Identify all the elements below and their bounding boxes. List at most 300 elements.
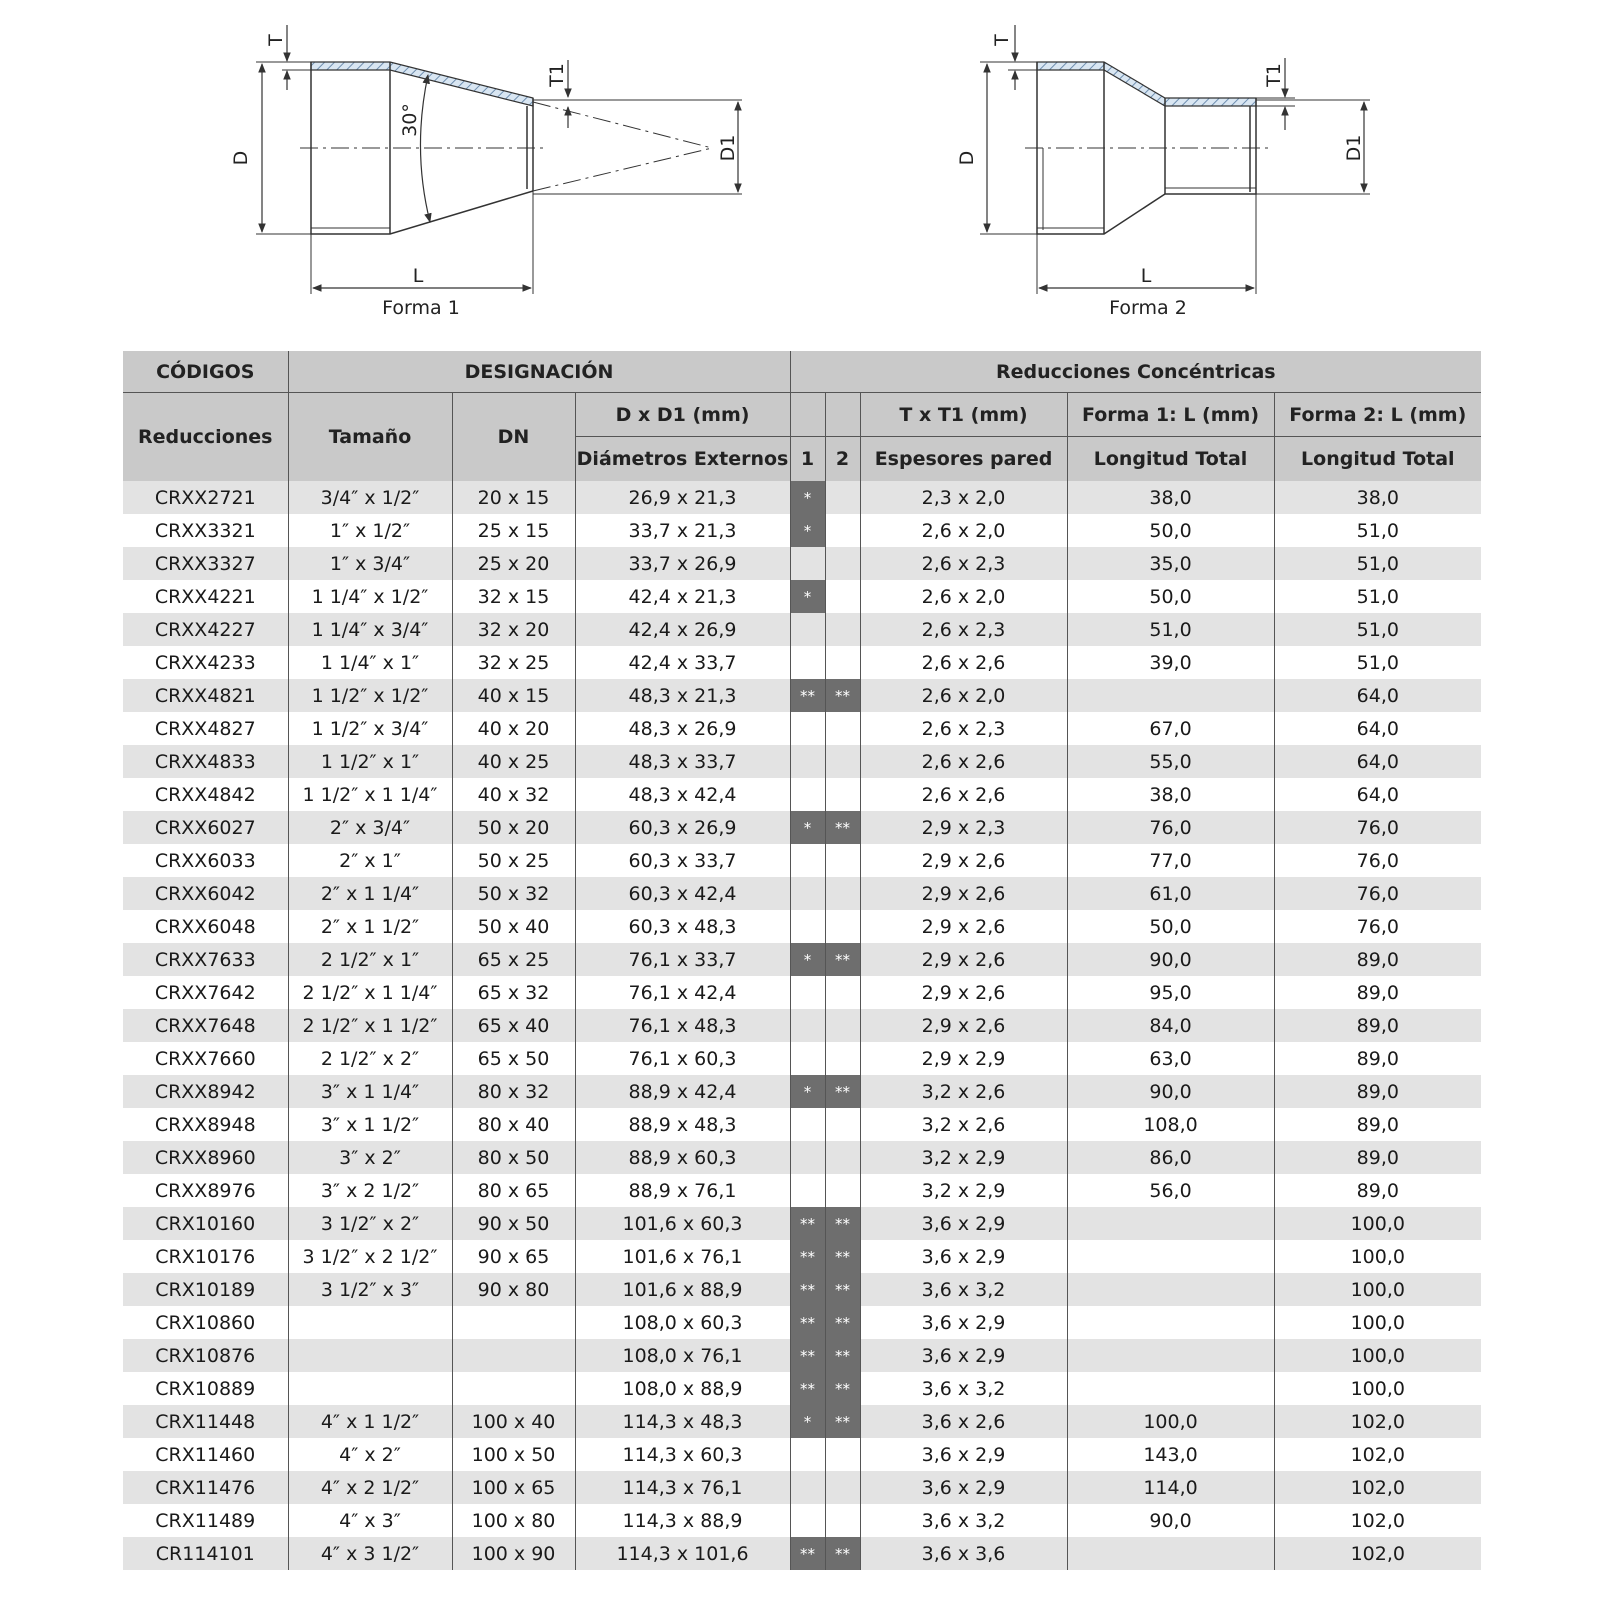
header-blank-1 (790, 393, 825, 437)
cell-dn: 20 x 15 (452, 481, 575, 514)
cell-mark-1: * (790, 1075, 825, 1108)
forma1-diagram (256, 25, 742, 294)
forma1-label-d: D (230, 150, 252, 166)
cell-wall-thickness: 3,6 x 2,9 (860, 1339, 1067, 1372)
cell-forma2-length: 89,0 (1274, 1141, 1481, 1174)
cell-code: CRXX4833 (123, 745, 288, 778)
header-espesores: Espesores pared (860, 437, 1067, 482)
header-txt1: T x T1 (mm) (860, 393, 1067, 437)
cell-size: 4″ x 3″ (288, 1504, 452, 1537)
cell-mark-2: ** (825, 1537, 860, 1570)
forma1-label-angle: 30° (399, 103, 421, 137)
cell-forma1-length (1067, 1306, 1274, 1339)
forma2-label-d: D (956, 150, 978, 166)
cell-code: CRXX8942 (123, 1075, 288, 1108)
reducer-diagrams (0, 0, 1600, 340)
cell-size: 2 1/2″ x 1 1/4″ (288, 976, 452, 1009)
cell-mark-1 (790, 1174, 825, 1207)
table-row (123, 1042, 1481, 1075)
cell-dn: 90 x 50 (452, 1207, 575, 1240)
cell-mark-1: ** (790, 1207, 825, 1240)
cell-mark-1 (790, 547, 825, 580)
cell-code: CRXX4821 (123, 679, 288, 712)
table-row (123, 712, 1481, 745)
table-row (123, 646, 1481, 679)
cell-mark-2: ** (825, 943, 860, 976)
cell-forma1-length: 100,0 (1067, 1405, 1274, 1438)
table-row (123, 547, 1481, 580)
cell-dn: 100 x 50 (452, 1438, 575, 1471)
cell-forma2-length: 102,0 (1274, 1471, 1481, 1504)
cell-wall-thickness: 3,6 x 2,9 (860, 1471, 1067, 1504)
cell-wall-thickness: 3,6 x 2,9 (860, 1306, 1067, 1339)
cell-size: 3″ x 1 1/4″ (288, 1075, 452, 1108)
cell-forma2-length: 89,0 (1274, 1108, 1481, 1141)
reducers-table (123, 351, 1481, 1570)
cell-mark-1: * (790, 1405, 825, 1438)
table-row (123, 1339, 1481, 1372)
cell-forma1-length (1067, 1537, 1274, 1570)
table-row (123, 1438, 1481, 1471)
cell-forma1-length: 50,0 (1067, 514, 1274, 547)
cell-diameters: 88,9 x 42,4 (575, 1075, 790, 1108)
cell-mark-1: ** (790, 1240, 825, 1273)
cell-forma2-length: 102,0 (1274, 1438, 1481, 1471)
cell-wall-thickness: 2,6 x 2,0 (860, 679, 1067, 712)
cell-mark-2: ** (825, 1372, 860, 1405)
cell-forma2-length: 51,0 (1274, 646, 1481, 679)
cell-size: 3 1/2″ x 3″ (288, 1273, 452, 1306)
table-row (123, 1504, 1481, 1537)
cell-dn: 100 x 80 (452, 1504, 575, 1537)
cell-size: 1″ x 1/2″ (288, 514, 452, 547)
cell-mark-1 (790, 976, 825, 1009)
cell-mark-2: ** (825, 1207, 860, 1240)
cell-diameters: 101,6 x 76,1 (575, 1240, 790, 1273)
cell-code: CRXX6027 (123, 811, 288, 844)
cell-wall-thickness: 3,6 x 3,6 (860, 1537, 1067, 1570)
cell-forma2-length: 89,0 (1274, 943, 1481, 976)
table-row (123, 778, 1481, 811)
cell-code: CRXX7642 (123, 976, 288, 1009)
cell-mark-2 (825, 547, 860, 580)
cell-mark-1 (790, 1438, 825, 1471)
table-row (123, 1306, 1481, 1339)
cell-size: 3″ x 2″ (288, 1141, 452, 1174)
cell-dn (452, 1372, 575, 1405)
cell-mark-1 (790, 844, 825, 877)
cell-dn: 32 x 15 (452, 580, 575, 613)
cell-code: CRXX8976 (123, 1174, 288, 1207)
table-row (123, 844, 1481, 877)
cell-dn: 80 x 40 (452, 1108, 575, 1141)
cell-mark-2 (825, 1438, 860, 1471)
table-row (123, 1108, 1481, 1141)
cell-mark-2 (825, 712, 860, 745)
cell-mark-1: * (790, 943, 825, 976)
cell-mark-1 (790, 745, 825, 778)
cell-forma1-length (1067, 1372, 1274, 1405)
cell-diameters: 60,3 x 48,3 (575, 910, 790, 943)
forma2-caption: Forma 2 (1109, 297, 1187, 319)
cell-code: CRXX2721 (123, 481, 288, 514)
cell-wall-thickness: 2,6 x 2,6 (860, 778, 1067, 811)
cell-forma2-length: 64,0 (1274, 679, 1481, 712)
cell-forma2-length: 64,0 (1274, 778, 1481, 811)
cell-mark-2 (825, 613, 860, 646)
cell-wall-thickness: 2,9 x 2,6 (860, 943, 1067, 976)
table-row (123, 976, 1481, 1009)
cell-mark-2 (825, 877, 860, 910)
cell-forma2-length: 64,0 (1274, 712, 1481, 745)
cell-wall-thickness: 3,2 x 2,6 (860, 1108, 1067, 1141)
header-dn: DN (452, 393, 575, 482)
cell-code: CRX11448 (123, 1405, 288, 1438)
forma2-wall-hatch (1037, 62, 1256, 106)
cell-code: CRXX7648 (123, 1009, 288, 1042)
cell-wall-thickness: 3,6 x 2,9 (860, 1438, 1067, 1471)
cell-wall-thickness: 3,6 x 2,6 (860, 1405, 1067, 1438)
table-row (123, 1372, 1481, 1405)
cell-size: 4″ x 3 1/2″ (288, 1537, 452, 1570)
cell-code: CRX11476 (123, 1471, 288, 1504)
cell-dn: 80 x 32 (452, 1075, 575, 1108)
cell-wall-thickness: 2,6 x 2,0 (860, 514, 1067, 547)
cell-mark-2: ** (825, 1240, 860, 1273)
cell-diameters: 114,3 x 76,1 (575, 1471, 790, 1504)
header-designacion: DESIGNACIÓN (288, 351, 790, 393)
cell-code: CRXX4233 (123, 646, 288, 679)
cell-diameters: 48,3 x 33,7 (575, 745, 790, 778)
cell-diameters: 48,3 x 26,9 (575, 712, 790, 745)
cell-dn: 50 x 40 (452, 910, 575, 943)
cell-size: 4″ x 2″ (288, 1438, 452, 1471)
cell-code: CRXX4827 (123, 712, 288, 745)
cell-wall-thickness: 2,9 x 2,6 (860, 1009, 1067, 1042)
cell-dn: 100 x 65 (452, 1471, 575, 1504)
header-forma2-sub: Longitud Total (1274, 437, 1481, 482)
cell-mark-2: ** (825, 1339, 860, 1372)
cell-code: CRX10889 (123, 1372, 288, 1405)
cell-diameters: 88,9 x 48,3 (575, 1108, 790, 1141)
table-row (123, 1405, 1481, 1438)
cell-forma1-length: 114,0 (1067, 1471, 1274, 1504)
table-body (123, 481, 1481, 1570)
table-row (123, 943, 1481, 976)
cell-size: 2″ x 3/4″ (288, 811, 452, 844)
table-row (123, 1141, 1481, 1174)
cell-code: CRXX4227 (123, 613, 288, 646)
table-row (123, 613, 1481, 646)
cell-diameters: 88,9 x 60,3 (575, 1141, 790, 1174)
cell-forma1-length: 76,0 (1067, 811, 1274, 844)
forma1-label-t1: T1 (546, 63, 568, 87)
cell-forma2-length: 51,0 (1274, 613, 1481, 646)
cell-mark-1: ** (790, 1537, 825, 1570)
cell-mark-2 (825, 580, 860, 613)
cell-forma1-length: 67,0 (1067, 712, 1274, 745)
cell-code: CRX11489 (123, 1504, 288, 1537)
cell-diameters: 76,1 x 48,3 (575, 1009, 790, 1042)
cell-mark-1 (790, 1141, 825, 1174)
cell-diameters: 60,3 x 26,9 (575, 811, 790, 844)
cell-mark-1: * (790, 580, 825, 613)
cell-dn: 90 x 65 (452, 1240, 575, 1273)
forma1-label-t: T (265, 34, 287, 46)
cell-wall-thickness: 3,6 x 3,2 (860, 1273, 1067, 1306)
cell-code: CR114101 (123, 1537, 288, 1570)
cell-wall-thickness: 3,6 x 3,2 (860, 1372, 1067, 1405)
table-row (123, 580, 1481, 613)
cell-wall-thickness: 3,6 x 3,2 (860, 1504, 1067, 1537)
cell-code: CRXX7660 (123, 1042, 288, 1075)
table-row (123, 481, 1481, 514)
cell-mark-2 (825, 1141, 860, 1174)
cell-wall-thickness: 2,9 x 2,3 (860, 811, 1067, 844)
forma1-label-d1: D1 (717, 134, 739, 162)
forma1-wall-hatch (311, 62, 533, 106)
cell-diameters: 48,3 x 21,3 (575, 679, 790, 712)
cell-forma1-length: 90,0 (1067, 1075, 1274, 1108)
cell-forma1-length (1067, 1240, 1274, 1273)
cell-size: 3″ x 2 1/2″ (288, 1174, 452, 1207)
cell-forma1-length: 35,0 (1067, 547, 1274, 580)
cell-size: 2 1/2″ x 1″ (288, 943, 452, 976)
cell-mark-2 (825, 910, 860, 943)
forma2-diagram (980, 25, 1370, 294)
cell-forma1-length: 63,0 (1067, 1042, 1274, 1075)
cell-code: CRX10189 (123, 1273, 288, 1306)
cell-mark-2 (825, 1504, 860, 1537)
cell-forma1-length: 90,0 (1067, 943, 1274, 976)
cell-mark-1 (790, 1108, 825, 1141)
cell-mark-2: ** (825, 811, 860, 844)
cell-size: 3 1/2″ x 2″ (288, 1207, 452, 1240)
cell-forma2-length: 51,0 (1274, 547, 1481, 580)
cell-diameters: 26,9 x 21,3 (575, 481, 790, 514)
table-row (123, 877, 1481, 910)
cell-wall-thickness: 2,9 x 2,6 (860, 976, 1067, 1009)
cell-code: CRXX6042 (123, 877, 288, 910)
cell-code: CRXX7633 (123, 943, 288, 976)
cell-wall-thickness: 2,6 x 2,3 (860, 712, 1067, 745)
cell-mark-1: * (790, 514, 825, 547)
header-codigos: CÓDIGOS (123, 351, 288, 393)
header-col1: 1 (790, 437, 825, 482)
cell-size: 3″ x 1 1/2″ (288, 1108, 452, 1141)
cell-diameters: 42,4 x 21,3 (575, 580, 790, 613)
cell-dn: 100 x 40 (452, 1405, 575, 1438)
cell-mark-1 (790, 613, 825, 646)
table-row (123, 1471, 1481, 1504)
cell-forma2-length: 89,0 (1274, 1009, 1481, 1042)
cell-dn: 65 x 32 (452, 976, 575, 1009)
cell-size (288, 1306, 452, 1339)
cell-forma2-length: 100,0 (1274, 1372, 1481, 1405)
cell-mark-1: * (790, 481, 825, 514)
cell-dn (452, 1339, 575, 1372)
cell-diameters: 108,0 x 76,1 (575, 1339, 790, 1372)
header-dxd1: D x D1 (mm) (575, 393, 790, 437)
cell-forma2-length: 51,0 (1274, 580, 1481, 613)
cell-dn: 50 x 32 (452, 877, 575, 910)
cell-forma1-length: 50,0 (1067, 580, 1274, 613)
cell-mark-2 (825, 778, 860, 811)
forma2-label-d1: D1 (1343, 134, 1365, 162)
cell-wall-thickness: 2,9 x 2,9 (860, 1042, 1067, 1075)
cell-dn: 40 x 15 (452, 679, 575, 712)
table-row (123, 1174, 1481, 1207)
header-blank-2 (825, 393, 860, 437)
cell-mark-2: ** (825, 1405, 860, 1438)
cell-forma1-length (1067, 679, 1274, 712)
cell-code: CRX10860 (123, 1306, 288, 1339)
cell-mark-1 (790, 778, 825, 811)
cell-code: CRXX4221 (123, 580, 288, 613)
cell-mark-2 (825, 1174, 860, 1207)
cell-mark-2 (825, 646, 860, 679)
cell-diameters: 101,6 x 88,9 (575, 1273, 790, 1306)
table-row (123, 811, 1481, 844)
cell-mark-1 (790, 1042, 825, 1075)
cell-dn: 32 x 20 (452, 613, 575, 646)
cell-mark-1 (790, 1504, 825, 1537)
cell-diameters: 60,3 x 42,4 (575, 877, 790, 910)
table-row (123, 1207, 1481, 1240)
cell-forma2-length: 89,0 (1274, 1075, 1481, 1108)
cell-size: 3/4″ x 1/2″ (288, 481, 452, 514)
cell-forma2-length: 100,0 (1274, 1273, 1481, 1306)
cell-diameters: 114,3 x 101,6 (575, 1537, 790, 1570)
cell-forma1-length: 56,0 (1067, 1174, 1274, 1207)
cell-forma2-length: 100,0 (1274, 1339, 1481, 1372)
cell-mark-2 (825, 745, 860, 778)
cell-code: CRXX8948 (123, 1108, 288, 1141)
cell-size: 1 1/4″ x 1″ (288, 646, 452, 679)
cell-code: CRXX6048 (123, 910, 288, 943)
header-col2: 2 (825, 437, 860, 482)
cell-dn: 40 x 32 (452, 778, 575, 811)
cell-mark-2: ** (825, 1075, 860, 1108)
cell-diameters: 114,3 x 88,9 (575, 1504, 790, 1537)
table-row (123, 1240, 1481, 1273)
cell-mark-2 (825, 1108, 860, 1141)
cell-mark-2 (825, 1009, 860, 1042)
cell-forma2-length: 51,0 (1274, 514, 1481, 547)
cell-dn: 40 x 20 (452, 712, 575, 745)
cell-mark-2 (825, 481, 860, 514)
cell-diameters: 48,3 x 42,4 (575, 778, 790, 811)
cell-mark-1: ** (790, 1339, 825, 1372)
cell-diameters: 101,6 x 60,3 (575, 1207, 790, 1240)
cell-diameters: 114,3 x 48,3 (575, 1405, 790, 1438)
cell-size: 2 1/2″ x 1 1/2″ (288, 1009, 452, 1042)
cell-forma1-length (1067, 1273, 1274, 1306)
cell-forma2-length: 38,0 (1274, 481, 1481, 514)
cell-forma1-length: 38,0 (1067, 481, 1274, 514)
cell-code: CRX10176 (123, 1240, 288, 1273)
header-reducciones-concentricas: Reducciones Concéntricas (790, 351, 1481, 393)
cell-dn: 90 x 80 (452, 1273, 575, 1306)
cell-forma1-length: 143,0 (1067, 1438, 1274, 1471)
cell-code: CRX11460 (123, 1438, 288, 1471)
cell-forma1-length: 61,0 (1067, 877, 1274, 910)
cell-mark-1: ** (790, 1306, 825, 1339)
cell-forma1-length: 95,0 (1067, 976, 1274, 1009)
cell-size (288, 1372, 452, 1405)
cell-mark-1 (790, 1471, 825, 1504)
cell-forma1-length: 84,0 (1067, 1009, 1274, 1042)
cell-forma2-length: 64,0 (1274, 745, 1481, 778)
cell-wall-thickness: 3,2 x 2,6 (860, 1075, 1067, 1108)
cell-diameters: 42,4 x 33,7 (575, 646, 790, 679)
cell-forma2-length: 76,0 (1274, 877, 1481, 910)
cell-forma2-length: 76,0 (1274, 811, 1481, 844)
cell-mark-1 (790, 712, 825, 745)
table-row (123, 679, 1481, 712)
cell-dn: 25 x 20 (452, 547, 575, 580)
cell-mark-2 (825, 1042, 860, 1075)
table-row (123, 910, 1481, 943)
cell-size: 1 1/4″ x 1/2″ (288, 580, 452, 613)
cell-diameters: 76,1 x 60,3 (575, 1042, 790, 1075)
cell-size: 1 1/2″ x 3/4″ (288, 712, 452, 745)
cell-dn: 50 x 20 (452, 811, 575, 844)
header-reducciones: Reducciones (123, 393, 288, 482)
cell-forma1-length: 50,0 (1067, 910, 1274, 943)
cell-diameters: 76,1 x 42,4 (575, 976, 790, 1009)
cell-forma2-length: 89,0 (1274, 1042, 1481, 1075)
cell-wall-thickness: 3,6 x 2,9 (860, 1240, 1067, 1273)
cell-forma1-length: 55,0 (1067, 745, 1274, 778)
cell-code: CRX10876 (123, 1339, 288, 1372)
cell-size: 2″ x 1″ (288, 844, 452, 877)
cell-wall-thickness: 3,2 x 2,9 (860, 1141, 1067, 1174)
cell-size: 3 1/2″ x 2 1/2″ (288, 1240, 452, 1273)
cell-wall-thickness: 2,6 x 2,0 (860, 580, 1067, 613)
cell-wall-thickness: 2,6 x 2,6 (860, 745, 1067, 778)
cell-diameters: 42,4 x 26,9 (575, 613, 790, 646)
cell-forma2-length: 102,0 (1274, 1405, 1481, 1438)
cell-size: 4″ x 2 1/2″ (288, 1471, 452, 1504)
cell-size: 4″ x 1 1/2″ (288, 1405, 452, 1438)
cell-forma1-length (1067, 1339, 1274, 1372)
cell-size: 1 1/2″ x 1″ (288, 745, 452, 778)
cell-mark-1: ** (790, 1372, 825, 1405)
cell-size: 2 1/2″ x 2″ (288, 1042, 452, 1075)
cell-size (288, 1339, 452, 1372)
cell-forma1-length (1067, 1207, 1274, 1240)
table-row (123, 745, 1481, 778)
cell-size: 1 1/2″ x 1 1/4″ (288, 778, 452, 811)
cell-wall-thickness: 2,3 x 2,0 (860, 481, 1067, 514)
cell-forma2-length: 102,0 (1274, 1537, 1481, 1570)
cell-mark-2: ** (825, 679, 860, 712)
cell-mark-1: ** (790, 679, 825, 712)
cell-forma2-length: 76,0 (1274, 844, 1481, 877)
cell-forma1-length: 77,0 (1067, 844, 1274, 877)
cell-forma1-length: 86,0 (1067, 1141, 1274, 1174)
cell-dn: 50 x 25 (452, 844, 575, 877)
cell-mark-2: ** (825, 1273, 860, 1306)
cell-diameters: 108,0 x 60,3 (575, 1306, 790, 1339)
cell-dn: 80 x 65 (452, 1174, 575, 1207)
cell-size: 2″ x 1 1/2″ (288, 910, 452, 943)
cell-dn: 65 x 40 (452, 1009, 575, 1042)
forma2-label-l: L (1140, 265, 1152, 287)
cell-code: CRX10160 (123, 1207, 288, 1240)
cell-forma2-length: 89,0 (1274, 976, 1481, 1009)
